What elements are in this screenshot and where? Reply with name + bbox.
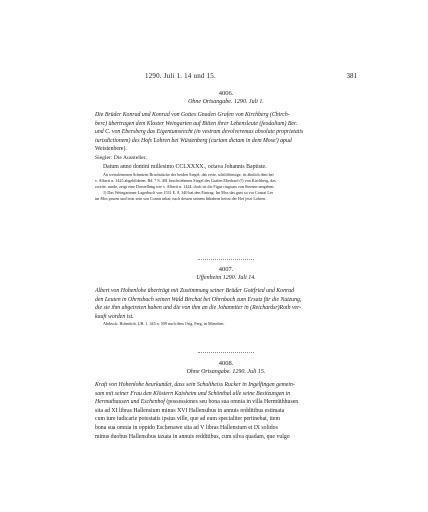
regest-line: iurisdictionem) des Hofs Lohren bei Wüstenberg (curiam dictam in dem Mose') apud xyxy=(95,137,292,144)
running-head-title: 1290. Juli 1. 14 und 15. xyxy=(145,72,216,80)
regest-line: kauft worden ist. xyxy=(95,313,134,320)
regest-line: Albert von Hohenlohe überträgt mit Zustimmung seiner Brüder Gottfried und Konrad xyxy=(95,288,295,294)
page-number: 381 xyxy=(346,72,357,80)
entry-4006 xyxy=(95,90,357,202)
footnote-line: 1) Das Weingartener Lagerbuch von 1531 E. 8, 340 hat den Eintrag: Im Mos das guet so vor Conrat Ler xyxy=(103,189,274,195)
regest-roman-part: (possessiones seu bona sua omnia in villa Hermüthhusen xyxy=(164,399,299,406)
regest-line: und C. von Ebersberg das Eigentumsrecht (in vestram devolveremus absolute proprietatis xyxy=(95,129,304,136)
regest-line: die sie ihm abgetreten haben und die von ihm an die Johanniter in (Reichardsr)Roth ver- xyxy=(95,305,302,312)
entry-4007 xyxy=(95,266,357,327)
regest-line: Die Brüder Konrad und Konrad von Gottes Gnaden Grafen von Kirchberg (Chirch- xyxy=(95,112,290,118)
regest-line xyxy=(95,398,357,407)
siegler-line: Siegler: Die Aussteller. xyxy=(95,154,147,161)
footnote-line: An weissleinenen Schnüren Bruchstücke der beiden Siegel; das erste, schildförmige, ist ähnlich dem bei xyxy=(103,171,274,177)
entry-place-date: Ohne Ortsangabe. 1290. Juli 15. xyxy=(186,369,266,375)
regest-italic-part: Hermuthausen und Eschenhof xyxy=(95,399,165,406)
entry-place-date: Uffenheim 1290. Juli 14. xyxy=(196,275,256,281)
entry-number: 4008. xyxy=(218,360,234,367)
body-line: cum iure iudicarie potestatis ipsius ville, que ad eum specialiter pertinebat, item xyxy=(95,416,280,423)
running-head xyxy=(95,72,357,81)
entry-separator xyxy=(198,259,254,260)
footnote-line: im Mos pawen und ietzt sein son Conrat inhat; nach dessen seinem Inhabern heisst der Hof jetzt Lohren. xyxy=(95,195,267,201)
entry-separator xyxy=(198,352,254,353)
footnote-line: v. Alberti n. 1425 abgebildeten, Bd. 7 S. 401 beschriebenen Siegel des Grafen Eberhard (!) von Kirchberg, das xyxy=(95,177,276,183)
entry-number: 4006. xyxy=(218,90,234,97)
regest-line: Weistenbere). xyxy=(95,146,127,153)
regest-line: Kraft von Hohenlohe beurkundet, dass sein Schultheiss Rucker in Ingelfingen gemein- xyxy=(95,382,295,388)
entry-number: 4007. xyxy=(218,266,234,273)
regest-line: sam mit seiner Frau den Klöstern Kaisheim und Schönthal alle seine Besitzungen in xyxy=(95,390,291,397)
regest-line: berc) übertragen dem Kloster Weingarten auf Bitten ihrer Lehensleute (feodalium) Ber. xyxy=(95,120,298,127)
datum-line: Datum anno domini millesimo CCLXXXX., octava Johannis Baptiste. xyxy=(103,163,267,170)
body-line: sita ad XI libras Hallensium minus XVI Hallensibus in annuis redditibus estimata xyxy=(95,407,285,414)
footnote-line: Abdruck: Hohenloh. UB. 1, 345 n. 509 nach dem Orig. Perg. in München. xyxy=(103,321,225,327)
entry-4008 xyxy=(95,360,357,441)
body-line: minus duobus Hallensibus taxata in annuis redditibus, cum silva quadam, que vulgo xyxy=(95,433,290,440)
body-line: bona sua omnia in oppido Eschenawe sita ad V libras Hallensium et IX solidos xyxy=(95,424,278,431)
regest-line: den Leuten in Ohrnsbach seinen Wald Birchat bei Ohrnbach zum Ersatz für die Nutzung, xyxy=(95,296,302,303)
footnote-line: zweite, runde, zeigt eine Darstellung wie v. Alberti n. 1424, doch ist die Figur ringsum von Sternen umgeben. xyxy=(95,183,275,189)
entry-place-date: Ohne Ortsangabe. 1290. Juli 1. xyxy=(188,99,264,105)
